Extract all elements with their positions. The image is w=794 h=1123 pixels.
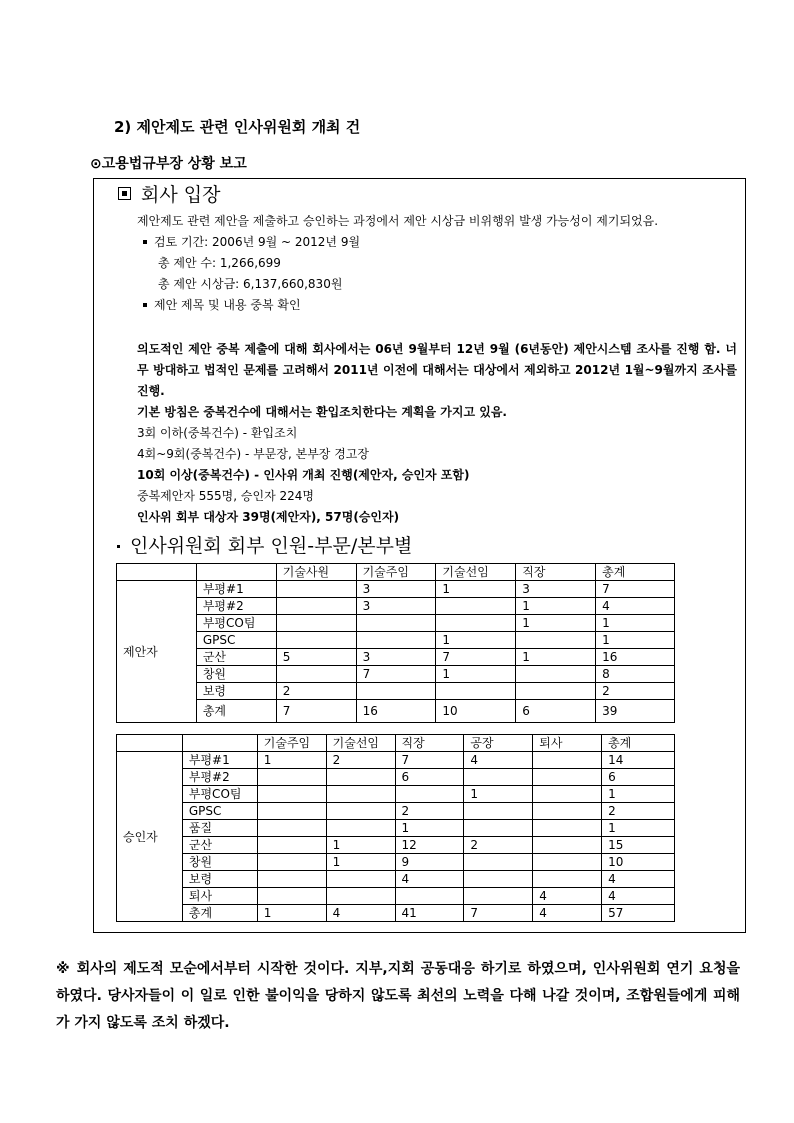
value-cell: 1 [596,615,675,632]
header-row [117,564,675,581]
dept-cell: 부평CO팀 [196,615,276,632]
value-cell [326,888,395,905]
value-cell: 3 [356,598,436,615]
table-row [117,769,675,786]
value-cell [257,888,326,905]
value-cell [464,769,533,786]
value-cell: 15 [602,837,675,854]
table-row [117,632,675,649]
value-cell: 4 [602,871,675,888]
value-cell [276,615,356,632]
value-cell: 1 [326,837,395,854]
value-cell: 1 [516,598,596,615]
value-cell [533,752,602,769]
value-cell [276,632,356,649]
value-cell [533,871,602,888]
filled-square-icon [118,187,131,200]
value-cell: 5 [276,649,356,666]
section-title: 2) 제안제도 관련 인사위원회 개최 건 [114,118,361,136]
column-header: 총계 [596,564,675,581]
dept-cell: GPSC [182,803,257,820]
value-cell: 7 [436,649,516,666]
column-header: 공장 [464,735,533,752]
table-row [117,683,675,700]
table-row [117,598,675,615]
value-cell [516,683,596,700]
value-cell: 4 [533,888,602,905]
table-row [117,615,675,632]
dept-cell: 군산 [182,837,257,854]
investigation-paragraph [137,339,737,528]
value-cell: 8 [596,666,675,683]
rule-3: 10회 이상(중복건수) - 인사위 개최 진행(제안자, 승인자 포함) [137,468,470,482]
value-cell: 4 [533,905,602,922]
value-cell: 1 [436,581,516,598]
value-cell [464,820,533,837]
review-period: 검토 기간: 2006년 9월 ~ 2012년 9월 [154,235,361,249]
total-proposals: 총 제안 수: 1,266,699 [158,256,281,270]
table-row [117,786,675,803]
value-cell: 3 [516,581,596,598]
dept-cell: 부평#2 [196,598,276,615]
dept-cell: 창원 [182,854,257,871]
value-cell: 1 [464,786,533,803]
value-cell [395,786,464,803]
value-cell [326,803,395,820]
value-cell: 10 [602,854,675,871]
value-cell: 12 [395,837,464,854]
value-cell [533,786,602,803]
value-cell: 2 [602,803,675,820]
subtitle-text: 인사위원회 회부 인원-부문/본부별 [130,535,413,557]
value-cell: 1 [436,666,516,683]
value-cell: 1 [326,854,395,871]
column-header: 총계 [602,735,675,752]
value-cell: 4 [602,888,675,905]
proposer-table [116,563,675,723]
table-row [117,581,675,598]
value-cell: 39 [596,700,675,723]
dept-cell: 군산 [196,649,276,666]
value-cell: 2 [276,683,356,700]
value-cell: 2 [395,803,464,820]
duplicate-counts: 중복제안자 555명, 승인자 224명 [137,489,314,503]
value-cell: 6 [516,700,596,723]
approver-table [116,734,675,922]
dept-cell: 총계 [182,905,257,922]
value-cell [395,888,464,905]
report-heading: ⊙고용법규부장 상황 보고 [90,156,247,172]
committee-targets: 인사위 회부 대상자 39명(제안자), 57명(승인자) [137,510,400,524]
table-subtitle [117,531,412,558]
header-row [117,735,675,752]
value-cell [326,769,395,786]
total-award: 총 제안 시상금: 6,137,660,830원 [158,277,343,291]
column-header: 기술선임 [436,564,516,581]
duplicate-check: 제안 제목 및 내용 중복 확인 [154,298,301,312]
value-cell: 16 [596,649,675,666]
value-cell: 3 [356,649,436,666]
value-cell [356,615,436,632]
value-cell: 7 [464,905,533,922]
value-cell [356,632,436,649]
dept-cell: 부평#2 [182,769,257,786]
value-cell: 16 [356,700,436,723]
value-cell: 1 [516,615,596,632]
dept-cell: 부평#1 [182,752,257,769]
value-cell: 7 [596,581,675,598]
value-cell [276,581,356,598]
value-cell [533,820,602,837]
value-cell: 1 [257,752,326,769]
bullet-icon [143,303,147,307]
value-cell: 4 [464,752,533,769]
group-label: 승인자 [117,752,183,922]
value-cell [257,820,326,837]
value-cell [516,632,596,649]
value-cell: 1 [516,649,596,666]
value-cell: 1 [436,632,516,649]
table-row [117,854,675,871]
table-row [117,871,675,888]
dept-cell: 품질 [182,820,257,837]
value-cell: 1 [596,632,675,649]
investigation-text: 의도적인 제안 중복 제출에 대해 회사에서는 06년 9월부터 12년 9월 (6년동안) 제안시스템 조사를 진행 함. 너무 방대하고 법적인 문제를 고려해서 2011년 이전에 대해서는 대상에서 제외하고 2012년 1월~9월까지 조사를 진행. [137,342,737,398]
box-title [118,180,220,207]
table-row [117,888,675,905]
value-cell [326,871,395,888]
dept-cell: GPSC [196,632,276,649]
value-cell: 7 [356,666,436,683]
value-cell: 57 [602,905,675,922]
value-cell [326,786,395,803]
value-cell [257,854,326,871]
value-cell [257,803,326,820]
value-cell [533,854,602,871]
duplicate-check-line [137,295,737,316]
table-row [117,649,675,666]
rule-1: 3회 이하(중복건수) - 환입조치 [137,426,298,440]
value-cell: 4 [395,871,464,888]
value-cell [533,769,602,786]
value-cell [276,598,356,615]
column-header [117,564,197,581]
value-cell: 6 [395,769,464,786]
value-cell: 2 [464,837,533,854]
column-header: 직장 [395,735,464,752]
policy-text: 기본 방침은 중복건수에 대해서는 환입조치한다는 계획을 가지고 있음. [137,405,507,419]
table-row [117,820,675,837]
bullet-icon [143,240,147,244]
table-row [117,700,675,723]
table-row [117,837,675,854]
value-cell: 1 [602,786,675,803]
column-header [182,735,257,752]
column-header: 기술주임 [257,735,326,752]
review-period-line [137,232,737,253]
value-cell: 10 [436,700,516,723]
table-row [117,803,675,820]
value-cell: 2 [326,752,395,769]
value-cell: 1 [395,820,464,837]
value-cell [276,666,356,683]
intro-text: 제안제도 관련 제안을 제출하고 승인하는 과정에서 제안 시상금 비위행위 발생 가능성이 제기되었음. [137,214,659,228]
value-cell [516,666,596,683]
value-cell: 3 [356,581,436,598]
value-cell: 14 [602,752,675,769]
value-cell [464,888,533,905]
dept-cell: 보령 [196,683,276,700]
value-cell: 9 [395,854,464,871]
table-row [117,666,675,683]
dept-cell: 보령 [182,871,257,888]
value-cell [257,769,326,786]
value-cell: 7 [395,752,464,769]
value-cell [257,786,326,803]
value-cell [356,683,436,700]
box-title-text: 회사 입장 [141,184,221,206]
dept-cell: 퇴사 [182,888,257,905]
dept-cell: 총계 [196,700,276,723]
dept-cell: 부평CO팀 [182,786,257,803]
column-header: 직장 [516,564,596,581]
column-header: 기술주임 [356,564,436,581]
value-cell: 41 [395,905,464,922]
table-row [117,752,675,769]
dept-cell: 부평#1 [196,581,276,598]
value-cell [533,837,602,854]
value-cell [464,871,533,888]
value-cell [464,803,533,820]
value-cell: 4 [326,905,395,922]
group-label: 제안자 [117,581,197,723]
value-cell: 7 [276,700,356,723]
table-row [117,905,675,922]
value-cell [436,683,516,700]
rule-2: 4회~9회(중복건수) - 부문장, 본부장 경고장 [137,447,369,461]
bullet-icon [117,545,120,548]
value-cell: 1 [257,905,326,922]
value-cell [257,837,326,854]
value-cell [436,615,516,632]
intro-paragraph [137,211,737,316]
value-cell [257,871,326,888]
column-header: 기술선임 [326,735,395,752]
value-cell: 1 [602,820,675,837]
footer-note: ※ 회사의 제도적 모순에서부터 시작한 것이다. 지부,지회 공동대응 하기로 하였으며, 인사위원회 연기 요청을 하였다. 당사자들이 이 일로 인한 불이익을 당하지 않도록 최선의 노력을 다해 나갈 것이며, 조합원들에게 피해가 가지 않도록 조치 하겠다. [56,961,740,1031]
value-cell: 2 [596,683,675,700]
column-header: 퇴사 [533,735,602,752]
value-cell [533,803,602,820]
column-header [117,735,183,752]
value-cell [436,598,516,615]
value-cell [464,854,533,871]
value-cell [326,820,395,837]
dept-cell: 창원 [196,666,276,683]
value-cell: 4 [596,598,675,615]
column-header: 기술사원 [276,564,356,581]
column-header [196,564,276,581]
value-cell: 6 [602,769,675,786]
